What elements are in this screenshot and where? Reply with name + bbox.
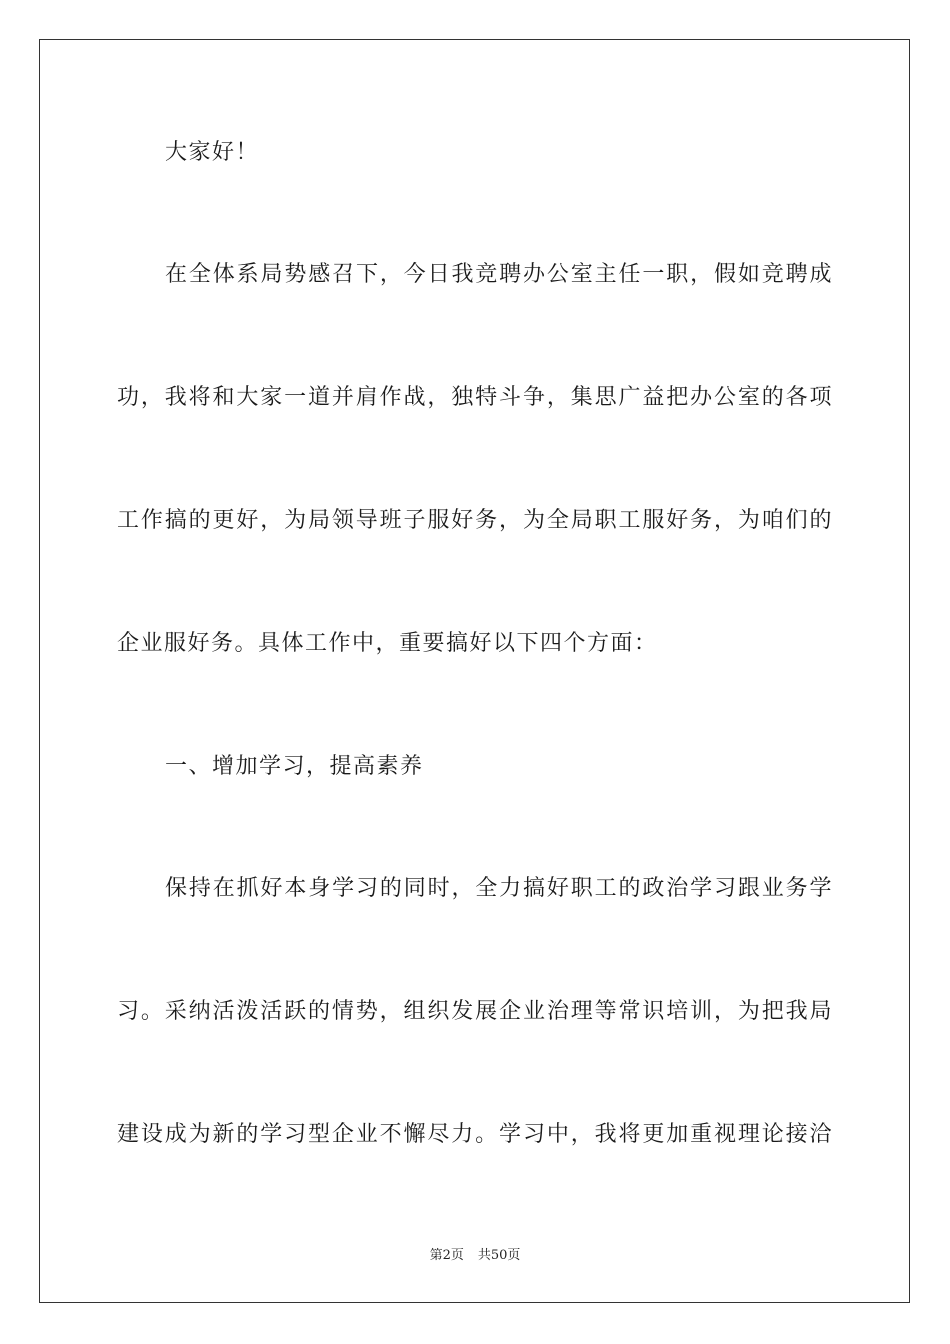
total-pages: 共50页 xyxy=(477,1248,521,1263)
greeting-line: 大家好！ xyxy=(165,140,260,165)
paragraph-line: 习。采纳活泼活跃的情势，组织发展企业治理等常识培训，为把我局 xyxy=(117,999,833,1024)
paragraph-line: 企业服好务。具体工作中，重要搞好以下四个方面： xyxy=(117,631,658,656)
paragraph-line: 功，我将和大家一道并肩作战，独特斗争，集思广益把办公室的各项 xyxy=(117,385,833,410)
paragraph-line: 在全体系局势感召下，今日我竞聘办公室主任一职，假如竞聘成 xyxy=(165,262,833,287)
paragraph-line: 工作搞的更好，为局领导班子服好务，为全局职工服好务，为咱们的 xyxy=(117,508,833,533)
paragraph-line: 保持在抓好本身学习的同时，全力搞好职工的政治学习跟业务学 xyxy=(165,876,833,901)
section-heading: 一、增加学习，提高素养 xyxy=(165,754,424,779)
page-number: 第2页 xyxy=(429,1248,464,1263)
page-border xyxy=(39,39,910,1303)
page-footer xyxy=(0,1248,950,1264)
paragraph-line: 建设成为新的学习型企业不懈尽力。学习中，我将更加重视理论接洽 xyxy=(117,1122,833,1147)
